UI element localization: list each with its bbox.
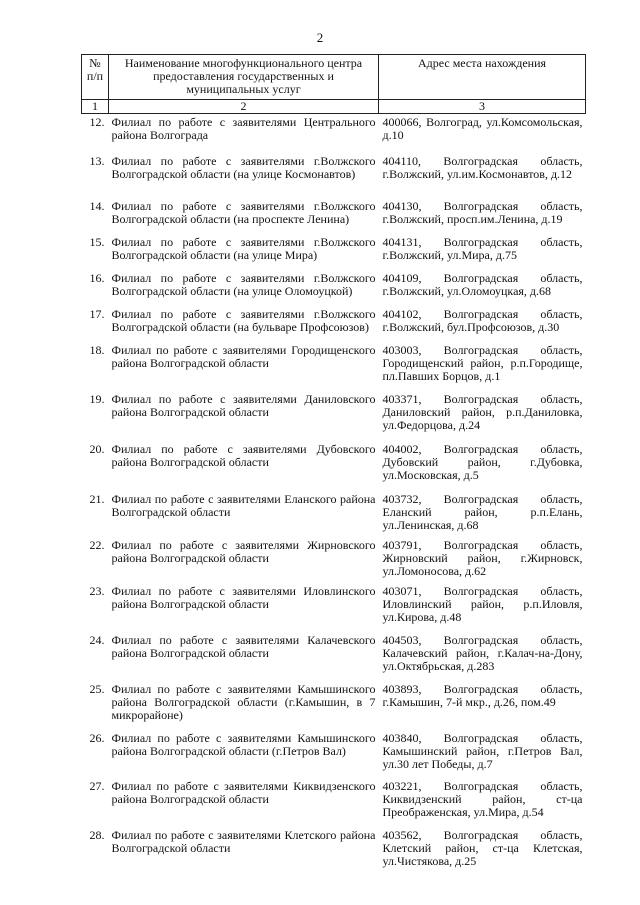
branch-name: Филиал по работе с заявителями г.Волжского Волгоградской области (на бульваре Профсоюзов) — [111, 306, 376, 334]
branch-name: Филиал по работе с заявителями г.Волжского Волгоградской области (на улице Оломоуцкой) — [111, 270, 376, 298]
row-number: 18. — [89, 342, 105, 357]
branch-address: 403893, Волгоградская область, г.Камышин, 7-й мкр., д.26, пом.49 — [382, 681, 583, 709]
branch-name: Филиал по работе с заявителями Центрального района Волгограда — [111, 115, 376, 142]
table-row — [82, 153, 586, 198]
page-number: 2 — [316, 30, 324, 45]
branch-name: Филиал по работе с заявителями г.Волжского Волгоградской области (на проспекте Ленина) — [111, 198, 376, 226]
branch-name: Филиал по работе с заявителями Городищенского района Волгоградской области — [111, 342, 376, 370]
row-number: 25. — [89, 681, 105, 696]
header-num: № п/п — [82, 55, 109, 100]
table-header — [82, 55, 586, 114]
branch-name: Филиал по работе с заявителями Камышинского района Волгоградской области (г.Камышин, в 7 микрорайоне) — [111, 681, 376, 722]
table-row — [82, 234, 586, 270]
row-number: 20. — [89, 441, 105, 456]
table-row — [82, 827, 586, 877]
branch-name: Филиал по работе с заявителями Жирновского района Волгоградской области — [111, 537, 376, 565]
table-row — [82, 342, 586, 391]
table-body — [82, 114, 586, 877]
branch-address: 403732, Волгоградская область, Еланский район, р.п.Елань, ул.Ленинская, д.68 — [382, 491, 583, 532]
branch-address: 404131, Волгоградская область, г.Волжский, ул.Мира, д.75 — [382, 234, 583, 262]
branch-name: Филиал по работе с заявителями Клетского района Волгоградской области — [111, 827, 376, 855]
row-number: 23. — [89, 583, 105, 598]
table-row — [82, 491, 586, 537]
branch-name: Филиал по работе с заявителями Еланского района Волгоградской области — [111, 491, 376, 519]
table-row — [82, 306, 586, 342]
branch-address: 403840, Волгоградская область, Камышинский район, г.Петров Вал, ул.30 лет Победы, д.7 — [382, 730, 583, 771]
row-number: 14. — [89, 198, 105, 213]
branch-address: 404503, Волгоградская область, Калачевский район, г.Калач-на-Дону, ул.Октябрьская, д.283 — [382, 632, 583, 673]
branch-address: 400066, Волгоград, ул.Комсомольская, д.10 — [382, 115, 583, 142]
table-row — [82, 114, 586, 153]
row-number: 12. — [89, 115, 105, 129]
header-address: Адрес места нахождения — [379, 55, 586, 100]
row-number: 17. — [89, 306, 105, 321]
table-row — [82, 632, 586, 681]
branch-name: Филиал по работе с заявителями г.Волжского Волгоградской области (на улице Космонавтов) — [111, 153, 376, 181]
row-number: 21. — [89, 491, 105, 506]
branch-name: Филиал по работе с заявителями Камышинского района Волгоградской области (г.Петров Вал) — [111, 730, 376, 758]
row-number: 24. — [89, 632, 105, 647]
table-row — [82, 270, 586, 306]
branch-name: Филиал по работе с заявителями Даниловского района Волгоградской области — [111, 391, 376, 419]
table-row — [82, 778, 586, 827]
column-number-3: 3 — [379, 100, 586, 114]
branch-name: Филиал по работе с заявителями Киквидзенского района Волгоградской области — [111, 778, 376, 806]
branch-name: Филиал по работе с заявителями Калачевского района Волгоградской области — [111, 632, 376, 660]
branch-address: 404110, Волгоградская область, г.Волжский, ул.им.Космонавтов, д.12 — [382, 153, 583, 181]
branch-address: 404109, Волгоградская область, г.Волжский, ул.Оломоуцкая, д.68 — [382, 270, 583, 298]
branch-address: 404002, Волгоградская область, Дубовский район, г.Дубовка, ул.Московская, д.5 — [382, 441, 583, 482]
row-number: 16. — [89, 270, 105, 285]
table-row — [82, 537, 586, 583]
table-row — [82, 441, 586, 491]
column-number-2: 2 — [109, 100, 379, 114]
row-number: 15. — [89, 234, 105, 249]
row-number: 27. — [89, 778, 105, 793]
row-number: 22. — [89, 537, 105, 552]
row-number: 13. — [89, 153, 105, 168]
table-row — [82, 198, 586, 234]
branch-address: 403003, Волгоградская область, Городищенский район, р.п.Городище, пл.Павших Борцов, д.1 — [382, 342, 583, 383]
branch-name: Филиал по работе с заявителями Дубовского района Волгоградской области — [111, 441, 376, 469]
branch-address: 403371, Волгоградская область, Даниловский район, р.п.Даниловка, ул.Федорцова, д.24 — [382, 391, 583, 432]
branch-address: 403071, Волгоградская область, Иловлинский район, р.п.Иловля, ул.Кирова, д.48 — [382, 583, 583, 624]
table-row — [82, 730, 586, 778]
branch-address: 403791, Волгоградская область, Жирновский район, г.Жирновск, ул.Ломоносова, д.62 — [382, 537, 583, 578]
mfc-branches-table — [81, 54, 586, 877]
row-number: 19. — [89, 391, 105, 406]
branch-name: Филиал по работе с заявителями г.Волжского Волгоградской области (на улице Мира) — [111, 234, 376, 262]
table-row — [82, 391, 586, 441]
table-row — [82, 681, 586, 730]
row-number: 28. — [89, 827, 105, 842]
column-number-1: 1 — [82, 100, 109, 114]
branch-name: Филиал по работе с заявителями Иловлинского района Волгоградской области — [111, 583, 376, 611]
branch-address: 404130, Волгоградская область, г.Волжский, просп.им.Ленина, д.19 — [382, 198, 583, 226]
branch-address: 404102, Волгоградская область, г.Волжский, бул.Профсоюзов, д.30 — [382, 306, 583, 334]
branch-address: 403221, Волгоградская область, Киквидзенский район, ст-ца Преображенская, ул.Мира, д.54 — [382, 778, 583, 819]
row-number: 26. — [89, 730, 105, 745]
branch-address: 403562, Волгоградская область, Клетский район, ст-ца Клетская, ул.Чистякова, д.25 — [382, 827, 583, 868]
table-row — [82, 583, 586, 632]
header-name: Наименование многофункционального центра предоставления государственных и муниципальных услуг — [109, 55, 379, 100]
